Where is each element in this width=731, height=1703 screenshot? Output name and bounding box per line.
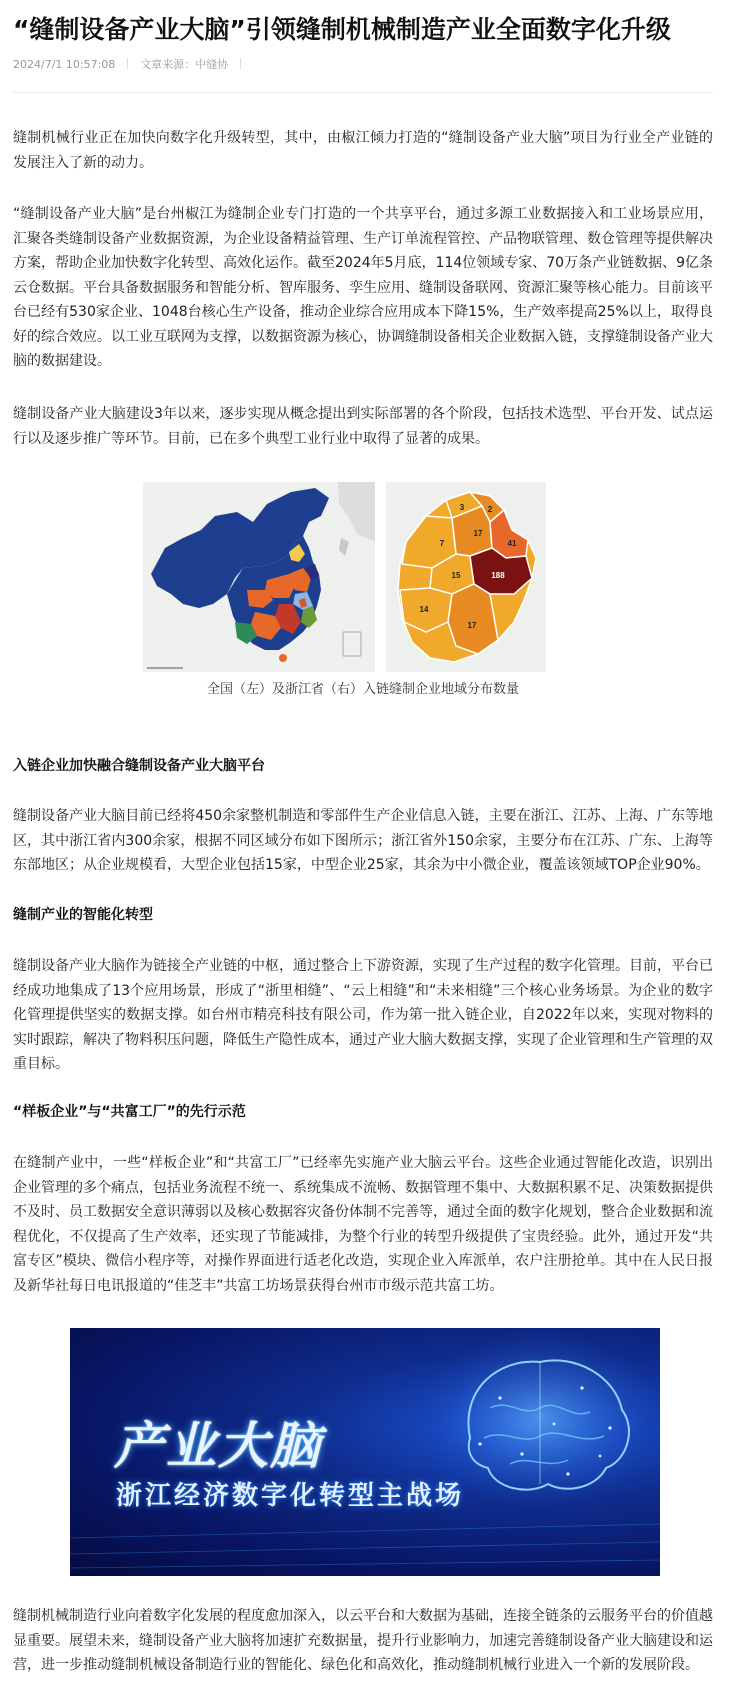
industry-brain-banner xyxy=(70,1328,660,1576)
paragraph-platform: “缝制设备产业大脑”是台州椒江为缝制企业专门打造的一个共享平台，通过多源工业数据接入和工业场景应用，汇聚各类缝制设备产业数据资源，为企业设备精益管理、生产订单流程管控、产品物联管理、数仓管理等提供解决方案，帮助企业加快数字化转型、高效化运作。截至2024年5月底，114位领域专家、70万条产业链数据、9亿条云仓数据。平台具备数据服务和智能分析、智库服务、孪生应用、缝制设备联网、资源汇聚等核心能力。目前该平台已经有530家企业、1048台核心生产设备，推动企业综合应用成本下降15%，生产效率提高25%以上，取得良好的综合效应。以工业互联网为支撑，以数据资源为核心，协调缝制设备相关企业数据入链，支撑缝制设备产业大脑的数据建设。 xyxy=(13,206,713,369)
meta-divider xyxy=(127,58,128,69)
zhejiang-map-graphic xyxy=(386,482,546,672)
section-heading-transformation: 缝制产业的智能化转型 xyxy=(13,907,153,923)
section-heading-enterprises: 入链企业加快融合缝制设备产业大脑平台 xyxy=(13,758,265,774)
paragraph-outlook: 缝制机械制造行业向着数字化发展的程度愈加深入，以云平台和大数据为基础，连接全链条的云服务平台的价值越显重要。展望未来，缝制设备产业大脑将加速扩充数据量，提升行业影响力，加速完善缝制设备产业大脑建设和运营，进一步推动缝制机械设备制造行业的智能化、绿色化和高效化，推动缝制机械行业进入一个新的发展阶段。 xyxy=(13,1608,713,1673)
zj-label-2: 2 xyxy=(487,505,493,514)
meta-divider xyxy=(240,58,241,69)
section-heading-demonstration: “样板企业”与“共富工厂”的先行示范 xyxy=(13,1104,246,1120)
paragraph-intro: 缝制机械行业正在加快向数字化升级转型，其中，由椒江倾力打造的“缝制设备产业大脑”项目为行业全产业链的发展注入了新的动力。 xyxy=(13,130,713,171)
china-map-graphic xyxy=(143,482,375,672)
publish-date: 2024/7/1 10:57:08 xyxy=(13,58,116,71)
zj-label-14: 14 xyxy=(419,605,429,614)
zj-label-188: 188 xyxy=(491,571,505,580)
article-title: “缝制设备产业大脑”引领缝制机械制造产业全面数字化升级 xyxy=(13,15,671,44)
paragraph-demonstration: 在缝制产业中，一些“样板企业”和“共富工厂”已经率先实施产业大脑云平台。这些企业通过智能化改造，识别出企业管理的多个痛点，包括业务流程不统一、系统集成不流畅、数据管理不集中、大数据积累不足、决策数据提供不及时、员工数据安全意识薄弱以及核心数据容灾备份体制不完善等，通过全面的数字化规划，整合企业数据和流程优化，不仅提高了生产效率，还实现了节能减排，为整个行业的转型升级提供了宝贵经验。此外，通过开发“共富专区”模块、微信小程序等，对操作界面进行适老化改造，实现企业入库派单，农户注册抢单。其中在人民日报及新华社每日电讯报道的“佳芝丰”共富工坊场景获得台州市市级示范共富工坊。 xyxy=(13,1155,713,1294)
article-source: 文章来源：中缝协 xyxy=(140,58,229,71)
zj-label-7: 7 xyxy=(439,539,445,548)
article-meta xyxy=(13,55,253,75)
zj-label-3: 3 xyxy=(459,503,465,512)
banner-title: 产业大脑 xyxy=(114,1417,322,1475)
banner-subtitle: 浙江经济数字化转型主战场 xyxy=(116,1481,465,1511)
paragraph-progress: 缝制设备产业大脑建设3年以来，逐步实现从概念提出到实际部署的各个阶段，包括技术选型、平台开发、试点运行以及逐步推广等环节。目前，已在多个典型工业行业中取得了显著的成果。 xyxy=(13,406,713,447)
zj-label-15: 15 xyxy=(451,571,461,580)
paragraph-transformation: 缝制设备产业大脑作为链接全产业链的中枢，通过整合上下游资源，实现了生产过程的数字化管理。目前，平台已经成功地集成了13个应用场景，形成了“浙里相缝”、“云上相缝”和“未来相缝”三个核心业务场景。为企业的数字化管理提供坚实的数据支撑。如台州市精亮科技有限公司，作为第一批入链企业，自2022年以来，实现对物料的实时跟踪，解决了物料积压问题，降低生产隐性成本，通过产业大脑大数据支撑，实现了企业管理和生产管理的双重目标。 xyxy=(13,958,713,1072)
zj-label-17-north: 17 xyxy=(473,529,483,538)
title-divider xyxy=(13,92,713,93)
zhejiang-map-image xyxy=(386,482,546,672)
zj-label-17-south: 17 xyxy=(467,621,477,630)
figure-caption: 全国（左）及浙江省（右）入链缝制企业地域分布数量 xyxy=(206,682,519,697)
paragraph-enterprises: 缝制设备产业大脑目前已经将450余家整机制造和零部件生产企业信息入链，主要在浙江、江苏、上海、广东等地区，其中浙江省内300余家，根据不同区域分布如下图所示；浙江省外150余家，主要分布在江苏、广东、上海等东部地区；从企业规模看，大型企业包括15家，中型企业25家，其余为中小微企业，覆盖该领域TOP企业90%。 xyxy=(13,808,713,873)
china-map-image xyxy=(143,482,375,672)
zj-label-41: 41 xyxy=(507,539,517,548)
